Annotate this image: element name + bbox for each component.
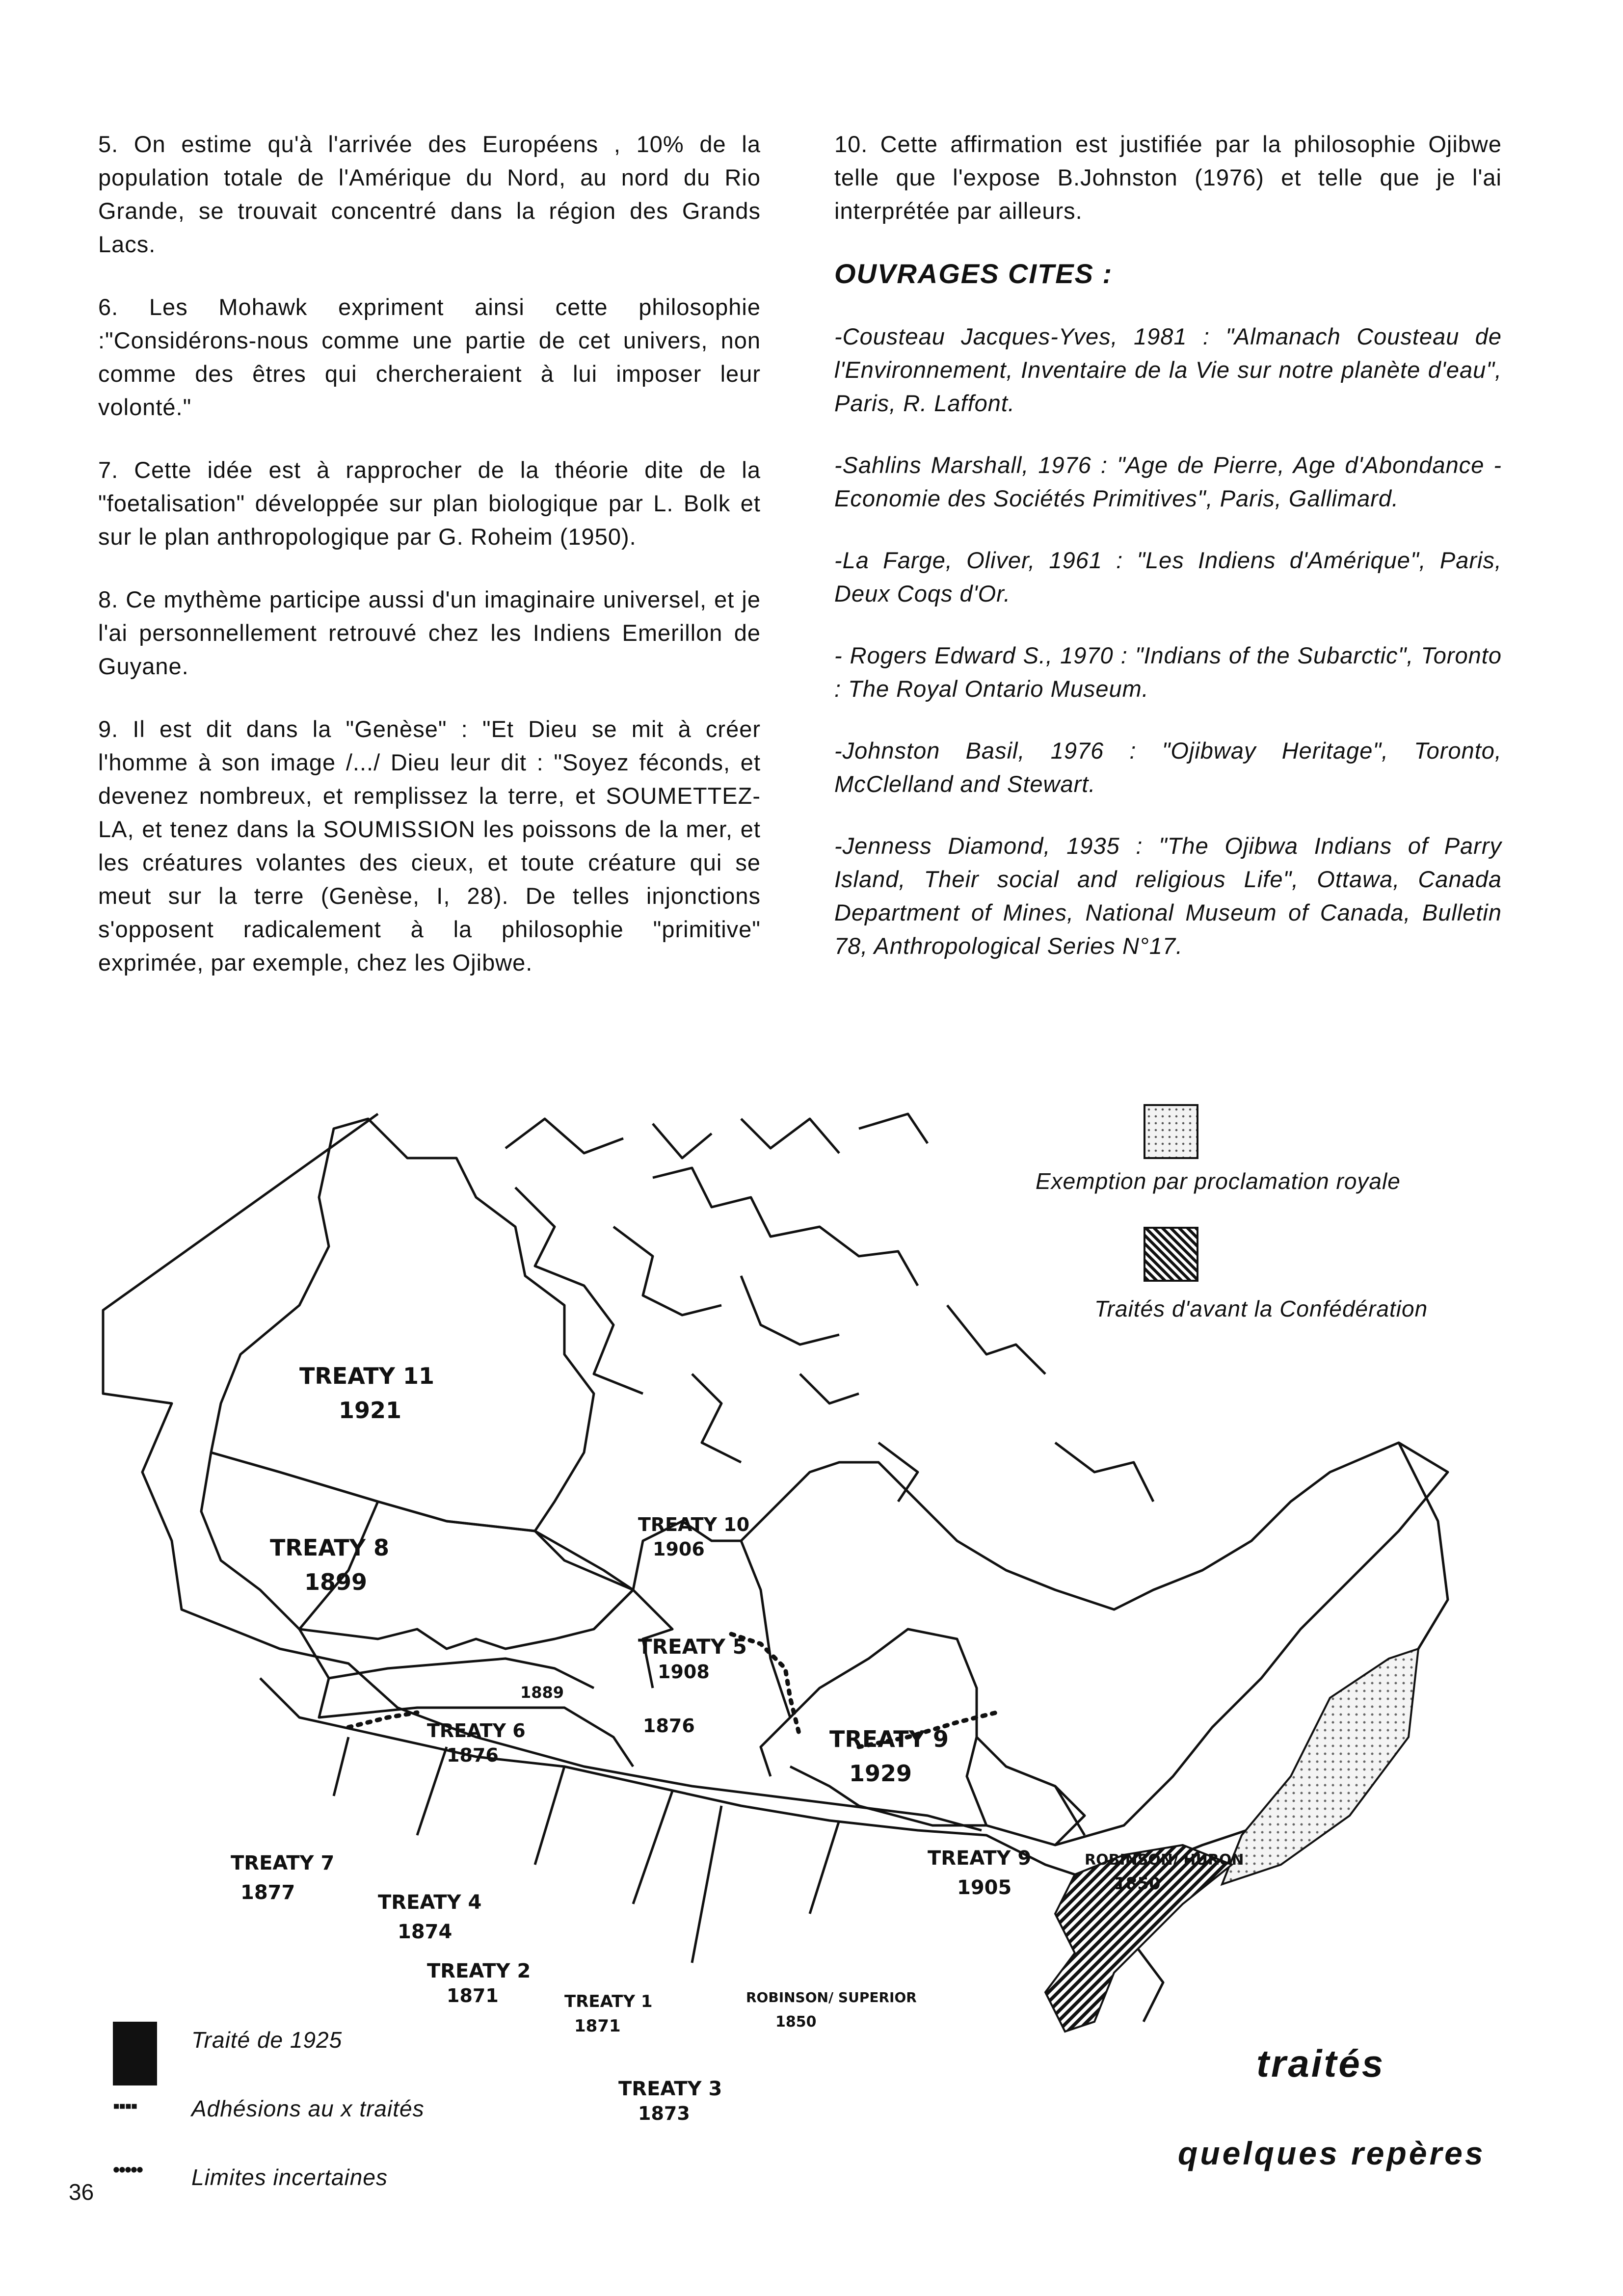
label-treaty-3: TREATY 3	[618, 2078, 722, 2100]
label-robinson-huron: ROBINSON/ HURON	[1085, 1851, 1244, 1869]
note-6: 6. Les Mohawk expriment ainsi cette philosophie :"Considérons-nous comme une partie de cet univers, non comme des êtres qui chercheraient à lui imposer leur volonté."	[98, 294, 761, 420]
label-treaty-1: TREATY 1	[564, 1992, 653, 2011]
treaty-8-inner	[299, 1502, 378, 1629]
label-treaty-7: TREATY 7	[231, 1852, 335, 1874]
legend-uncertain-limits: Limites incertaines	[191, 2164, 388, 2190]
legend-treaty-1925-swatch	[113, 2022, 157, 2085]
uncertain-limit-treaty6	[348, 1713, 417, 1727]
label-year-1871b: 1871	[574, 2016, 621, 2036]
legend-uncertain-marker: •••••	[113, 2159, 143, 2181]
label-year-1899: 1899	[304, 1569, 368, 1595]
references-title: OUVRAGES CITES :	[834, 258, 1113, 289]
label-year-1873: 1873	[638, 2103, 690, 2124]
legend-pre-confederation: Traités d'avant la Confédération	[1094, 1296, 1428, 1321]
label-year-1874: 1874	[398, 1921, 452, 1943]
note-9: 9. Il est dit dans la "Genèse" : "Et Dieu se mit à créer l'homme à son image /.../ Dieu leur dit : "Soyez féconds, et devenez nombreux, et remplissez la terre, et SOUMETTEZ-LA, et tenez dans la SOUMISSION les poissons de la mer, et les créatures volantes des cieux, et toute créature qui se meut sur la terre (Genèse, I, 28). De telles injonctions s'opposent radicalement à la philosophie "primitive" exprimée, par exemple, chez les Ojibwe.	[98, 716, 761, 976]
legend-pre-confederation-swatch	[1144, 1227, 1198, 1282]
label-treaty-5: TREATY 5	[638, 1635, 747, 1659]
label-treaty-2: TREATY 2	[427, 1960, 531, 1982]
label-year-1929: 1929	[849, 1760, 912, 1787]
note-7: 7. Cette idée est à rapprocher de la théorie dite de la "foetalisation" développée sur plan biologique par L. Bolk et sur le plan anthropologique par G. Roheim (1950).	[98, 457, 761, 550]
legend-royal-proclamation-swatch	[1144, 1104, 1198, 1159]
label-treaty-6: TREATY 6	[427, 1720, 526, 1742]
label-treaty-4: TREATY 4	[378, 1891, 482, 1914]
label-treaty-10: TREATY 10	[638, 1514, 750, 1535]
label-year-1905: 1905	[957, 1876, 1012, 1899]
label-year-1876b: 1876	[447, 1744, 499, 1766]
leader-treaty-7	[334, 1737, 348, 1796]
label-year-1921: 1921	[339, 1397, 402, 1424]
robinson-border	[977, 1737, 1085, 1845]
treaty-10-border	[535, 1531, 672, 1688]
legend-adhesions-marker: ▪▪▪▪	[113, 2095, 137, 2117]
reference-sahlins: -Sahlins Marshall, 1976 : "Age de Pierre, Age d'Abondance - Economie des Sociétés Primitives", Paris, Gallimard.	[834, 452, 1502, 511]
royal-proclamation-area	[1222, 1649, 1418, 1884]
west-coast-line	[103, 1114, 982, 1830]
reference-cousteau: -Cousteau Jacques-Yves, 1981 : "Almanach Cousteau de l'Environnement, Inventaire de la Vie sur notre planète d'eau", Paris, R. Laffont.	[834, 323, 1502, 416]
reference-jenness: -Jenness Diamond, 1935 : "The Ojibwa Indians of Parry Island, Their social and religious Life", Ottawa, Canada Department of Mines, National Museum of Canada, Bulletin 78, Anthropological Series N°17.	[834, 833, 1502, 959]
label-year-1871: 1871	[447, 1985, 499, 2006]
reference-johnston: -Johnston Basil, 1976 : "Ojibway Heritage", Toronto, McClelland and Stewart.	[834, 738, 1502, 797]
label-treaty-9b: TREATY 9	[928, 1847, 1032, 1870]
label-year-1906: 1906	[653, 1538, 705, 1560]
leader-treaty-3	[692, 1806, 721, 1963]
label-year-1889: 1889	[520, 1683, 564, 1702]
map-subtitle: quelques repères	[1178, 2135, 1486, 2171]
notes-right-column	[834, 128, 1502, 991]
legend-adhesions: Adhésions au x traités	[191, 2096, 425, 2121]
notes-left-column	[98, 128, 761, 1009]
label-year-1876: 1876	[643, 1715, 695, 1737]
reference-lafarge: -La Farge, Oliver, 1961 : "Les Indiens d'Amérique", Paris, Deux Coqs d'Or.	[834, 547, 1502, 607]
label-treaty-9: TREATY 9	[829, 1726, 949, 1752]
note-5: 5. On estime qu'à l'arrivée des Européens , 10% de la population totale de l'Amérique du Nord, au nord du Rio Grande, se trouvait concentré dans la région des Grands Lacs.	[98, 131, 761, 257]
page-number: 36	[69, 2179, 94, 2205]
treaty-8-border	[201, 1452, 633, 1649]
map-title: traités	[1256, 2042, 1385, 2085]
label-year-1850: 1850	[1114, 1874, 1161, 1894]
legend-royal-proclamation: Exemption par proclamation royale	[1036, 1168, 1401, 1194]
leader-robinson-superior	[810, 1821, 839, 1914]
leader-treaty-1	[633, 1791, 672, 1904]
label-treaty-8: TREATY 8	[270, 1534, 389, 1561]
label-robinson-superior: ROBINSON/ SUPERIOR	[746, 1989, 917, 2006]
label-year-1850b: 1850	[775, 2013, 817, 2031]
legend-treaty-1925: Traité de 1925	[191, 2027, 343, 2053]
note-8: 8. Ce mythème participe aussi d'un imaginaire universel, et je l'ai personnellement retrouvé chez les Indiens Emerillon de Guyane.	[98, 586, 761, 679]
note-10: 10. Cette affirmation est justifiée par la philosophie Ojibwe telle que l'expose B.Johnston (1976) et telle que je l'ai interprétée par ailleurs.	[834, 131, 1502, 224]
label-year-1877: 1877	[240, 1881, 295, 1904]
label-treaty-11: TREATY 11	[299, 1363, 434, 1389]
label-year-1908: 1908	[658, 1661, 710, 1683]
reference-rogers: - Rogers Edward S., 1970 : "Indians of the Subarctic", Toronto : The Royal Ontario Museum.	[834, 642, 1502, 702]
leader-treaty-2	[535, 1767, 564, 1865]
leader-treaty-4	[417, 1747, 447, 1835]
